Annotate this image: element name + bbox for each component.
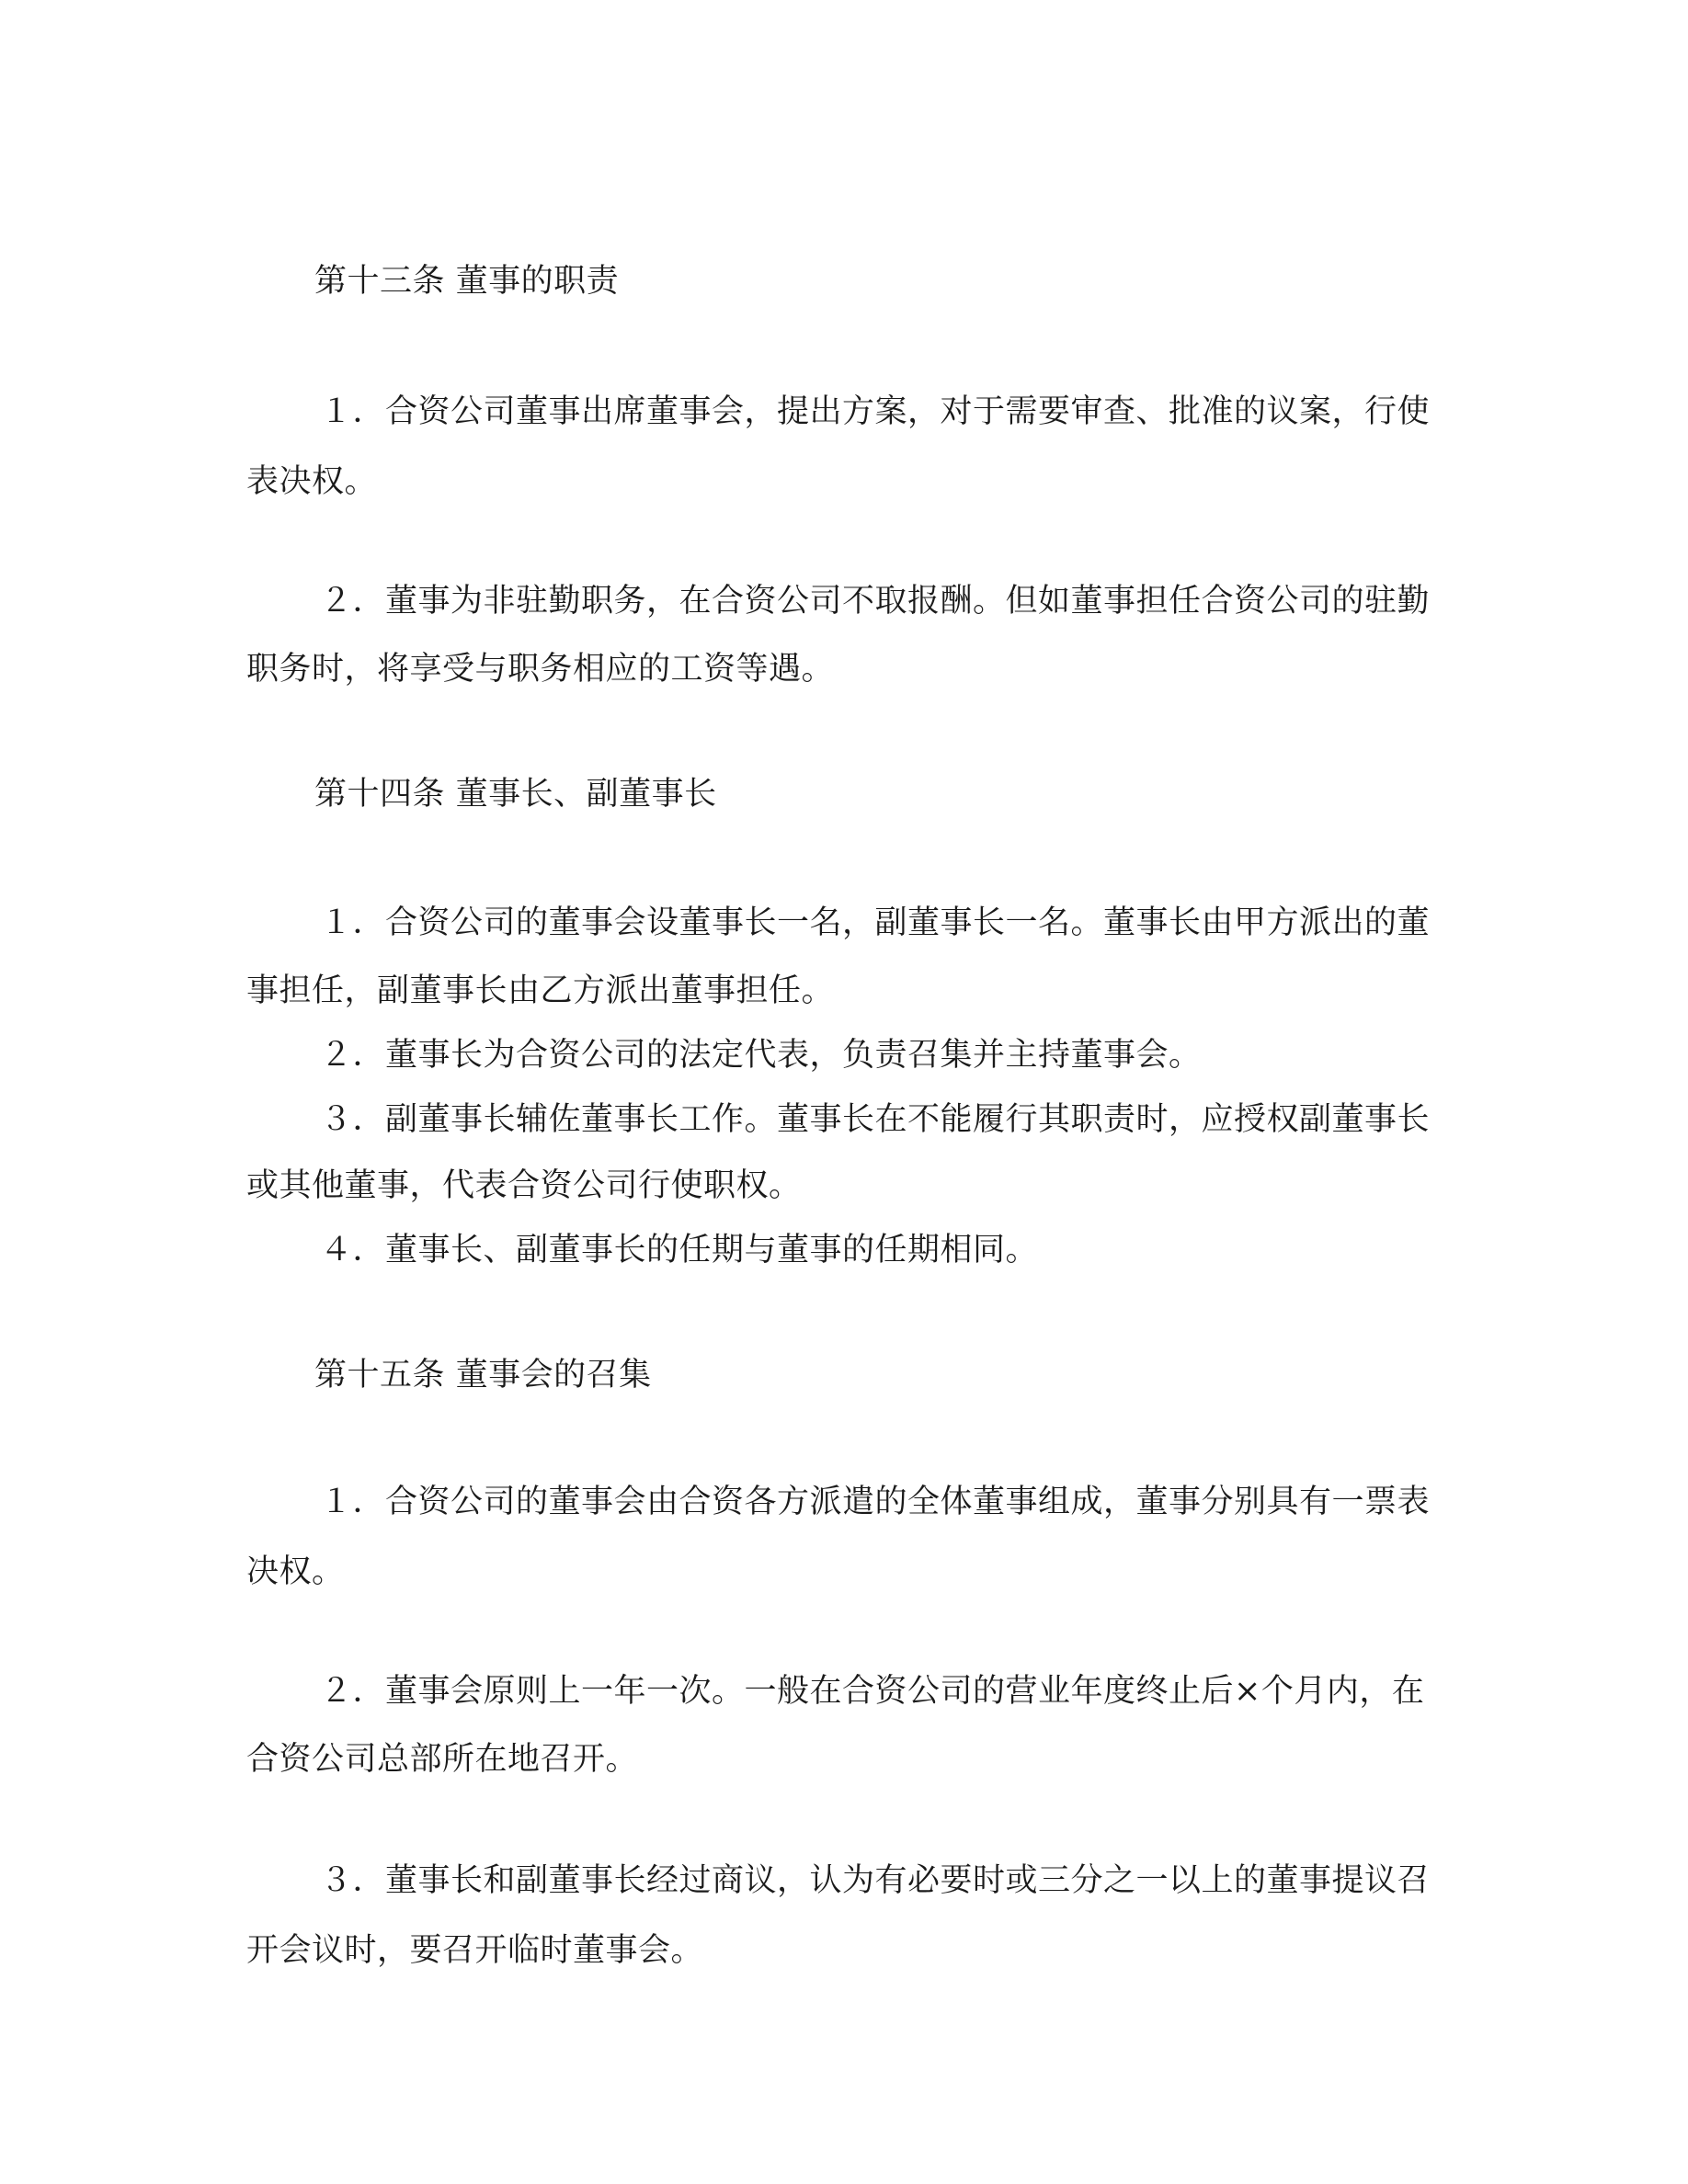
article-14-heading: 第十四条 董事长、副董事长 (314, 776, 717, 813)
article-14-item-1-line-1: １．合资公司的董事会设董事长一名，副董事长一名。董事长由甲方派出的董 (320, 904, 1431, 941)
article-14-item-1-line-2: 事担任，副董事长由乙方派出董事担任。 (246, 973, 835, 1009)
article-13-heading: 第十三条 董事的职责 (314, 263, 620, 300)
article-13-item-2-line-1: ２．董事为非驻勤职务，在合资公司不取报酬。但如董事担任合资公司的驻勤 (320, 583, 1431, 620)
article-15-item-3-line-2: 开会议时，要召开临时董事会。 (246, 1932, 704, 1969)
article-15-item-2-line-1: ２．董事会原则上一年一次。一般在合资公司的营业年度终止后×个月内，在 (320, 1673, 1425, 1710)
article-14-item-3-line-1: ３．副董事长辅佐董事长工作。董事长在不能履行其职责时，应授权副董事长 (320, 1101, 1431, 1138)
article-15-item-1-line-1: １．合资公司的董事会由合资各方派遣的全体董事组成，董事分别具有一票表 (320, 1484, 1431, 1520)
article-14-item-3-line-2: 或其他董事，代表合资公司行使职权。 (246, 1167, 802, 1204)
article-15-heading: 第十五条 董事会的召集 (314, 1357, 652, 1393)
article-13-item-1-line-2: 表决权。 (246, 463, 378, 500)
article-13-item-2-line-2: 职务时，将享受与职务相应的工资等遇。 (246, 651, 835, 688)
article-14-item-2-line-1: ２．董事长为合资公司的法定代表，负责召集并主持董事会。 (320, 1037, 1202, 1074)
article-15-item-2-line-2: 合资公司总部所在地召开。 (246, 1741, 639, 1778)
article-14-item-4-line-1: ４．董事长、副董事长的任期与董事的任期相同。 (320, 1232, 1039, 1268)
article-15-item-1-line-2: 决权。 (246, 1553, 345, 1590)
article-13-item-1-line-1: １．合资公司董事出席董事会，提出方案，对于需要审查、批准的议案，行使 (320, 393, 1431, 430)
article-15-item-3-line-1: ３．董事长和副董事长经过商议，认为有必要时或三分之一以上的董事提议召 (320, 1862, 1431, 1899)
